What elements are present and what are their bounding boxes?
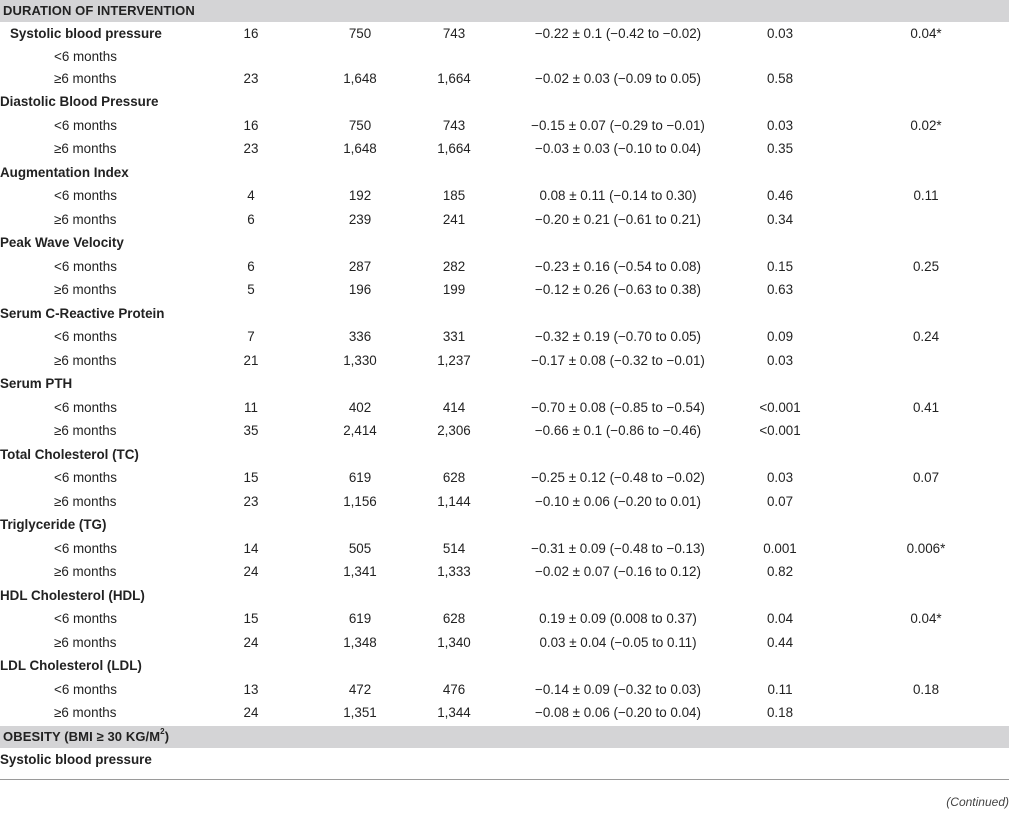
studies-count: 6 [247,211,255,227]
table-row [0,466,1009,490]
subgroup-label: ≥6 months [54,141,117,157]
effect-size: −0.25 ± 0.12 (−0.48 to −0.02) [531,470,705,486]
p-difference: 0.02* [910,117,942,133]
p-value: 0.09 [766,329,794,345]
subgroup-label: ≥6 months [54,705,117,721]
p-value: 0.34 [766,211,794,227]
p-value: 0.82 [766,564,794,580]
effect-size: −0.14 ± 0.09 (−0.32 to 0.03) [535,681,701,697]
outcome-label: Total Cholesterol (TC) [0,446,139,462]
effect-size: 0.03 ± 0.04 (−0.05 to 0.11) [539,634,697,650]
table-row [0,419,1009,443]
p-value: <0.001 [759,399,801,415]
outcome-label: Systolic blood pressure [0,751,152,767]
studies-count: 13 [243,681,259,697]
outcome-row-systolic [0,22,1009,46]
outcome-label: Systolic blood pressure [10,26,162,42]
effect-size: −0.23 ± 0.16 (−0.54 to 0.08) [535,258,701,274]
outcome-header-row [0,90,1009,114]
outcome-label: HDL Cholesterol (HDL) [0,587,145,603]
obesity-title: OBESITY (BMI ≥ 30 KG/M [3,728,161,744]
effect-size: −0.02 ± 0.07 (−0.16 to 0.12) [535,564,701,580]
table-row [0,607,1009,631]
table-row [0,537,1009,561]
outcome-header-row [0,654,1009,678]
p-value: 0.35 [766,141,794,157]
subgroup-label: ≥6 months [54,634,117,650]
subgroup-label: ≥6 months [54,211,117,227]
table-row [0,325,1009,349]
p-value: 0.58 [766,70,794,86]
intervention-count: 1,648 [343,141,377,157]
outcome-header-row [0,372,1009,396]
subgroup-label: ≥6 months [54,564,117,580]
control-count: 199 [442,282,466,298]
p-value: 0.04 [766,611,794,627]
effect-size: −0.31 ± 0.09 (−0.48 to −0.13) [531,540,705,556]
section-title [3,726,170,744]
intervention-count: 619 [348,611,372,627]
control-count: 241 [442,211,466,227]
intervention-count: 192 [348,188,372,204]
p-difference: 0.18 [912,681,940,697]
outcome-label: Serum PTH [0,376,73,392]
subgroup-label: <6 months [54,540,117,556]
subgroup-label: <6 months [54,117,117,133]
obesity-title-superscript: 2 [160,726,165,736]
studies-count: 24 [243,705,259,721]
table-row [0,490,1009,514]
subgroup-label: <6 months [54,681,117,697]
intervention-count: 196 [348,282,372,298]
p-value: 0.03 [766,117,794,133]
obesity-title-end: ) [164,728,170,744]
studies-count: 6 [247,258,255,274]
p-value: 0.001 [763,540,797,556]
p-value: 0.46 [766,188,794,204]
subgroup-label: <6 months [54,188,117,204]
control-count: 185 [442,188,466,204]
intervention-count: 505 [348,540,372,556]
intervention-count: 1,341 [343,564,377,580]
control-count: 282 [442,258,466,274]
intervention-count: 287 [348,258,372,274]
subgroup-label: <6 months [54,399,117,415]
studies-count: 4 [247,188,255,204]
outcome-header-row [0,161,1009,185]
p-difference: 0.07 [912,470,940,486]
p-value: 0.11 [767,681,793,697]
effect-size: −0.10 ± 0.06 (−0.20 to 0.01) [535,493,701,509]
subgroup-label: <6 months [54,48,117,64]
intervention-count: 402 [348,399,372,415]
studies-count: 16 [243,117,259,133]
effect-size: −0.20 ± 0.21 (−0.61 to 0.21) [535,211,701,227]
subgroup-label: <6 months [54,611,117,627]
control-count: 1,144 [437,493,471,509]
control-count: 628 [442,470,466,486]
table-row [0,184,1009,208]
control-count: 628 [442,611,466,627]
table-row [0,278,1009,302]
p-value: 0.03 [766,26,794,42]
p-value: 0.63 [766,282,794,298]
effect-size: −0.32 ± 0.19 (−0.70 to 0.05) [535,329,701,345]
effect-size: 0.08 ± 0.11 (−0.14 to 0.30) [539,188,697,204]
p-difference: 0.41 [912,399,940,415]
p-difference: 0.04* [910,26,942,42]
p-difference: 0.25 [912,258,940,274]
p-value: 0.15 [766,258,794,274]
effect-size: −0.03 ± 0.03 (−0.10 to 0.04) [535,141,701,157]
continued-note: (Continued) [946,795,1009,809]
outcome-label: Triglyceride (TG) [0,517,107,533]
control-count: 1,237 [437,352,471,368]
control-count: 514 [442,540,466,556]
intervention-count: 1,351 [343,705,377,721]
studies-count: 15 [243,611,259,627]
effect-size: −0.66 ± 0.1 (−0.86 to −0.46) [534,423,702,439]
table-row [0,349,1009,373]
outcome-label: Diastolic Blood Pressure [0,94,159,110]
section-header [0,0,1009,22]
outcome-label: Peak Wave Velocity [0,235,124,251]
intervention-count: 1,348 [343,634,377,650]
control-count: 2,306 [437,423,471,439]
effect-size: −0.08 ± 0.06 (−0.20 to 0.04) [535,705,701,721]
p-difference: 0.04* [910,611,942,627]
table-row [0,396,1009,420]
table-row [0,114,1009,138]
studies-count: 14 [243,540,259,556]
control-count: 1,664 [437,141,471,157]
studies-count: 11 [244,399,258,415]
outcome-label: LDL Cholesterol (LDL) [0,658,142,674]
table-row [0,67,1009,91]
studies-count: 24 [243,634,259,650]
intervention-count: 1,156 [343,493,377,509]
outcome-header-row [0,302,1009,326]
intervention-count: 1,648 [343,70,377,86]
studies-count: 7 [247,329,255,345]
section-header-obesity [0,726,1009,748]
subgroup-label: ≥6 months [54,493,117,509]
outcome-row [0,748,1009,772]
studies-count: 21 [243,352,259,368]
table-row [0,255,1009,279]
control-count: 476 [442,681,466,697]
control-count: 1,664 [437,70,471,86]
studies-count: 23 [243,493,259,509]
subgroup-label: ≥6 months [54,282,117,298]
intervention-count: 619 [348,470,372,486]
p-value: <0.001 [759,423,801,439]
table-row [0,631,1009,655]
studies-count: 15 [243,470,259,486]
studies-count: 23 [243,141,259,157]
p-value: 0.03 [766,352,794,368]
subgroup-label: <6 months [54,258,117,274]
effect-size: −0.02 ± 0.03 (−0.09 to 0.05) [535,70,701,86]
studies-count: 23 [243,70,259,86]
outcome-header-row [0,443,1009,467]
p-difference: 0.11 [913,188,939,204]
table-row [0,701,1009,725]
outcomes-container [0,90,1009,725]
intervention-count: 2,414 [343,423,377,439]
subgroup-label: ≥6 months [54,423,117,439]
control-count: 1,344 [437,705,471,721]
outcome-label: Serum C-Reactive Protein [0,305,165,321]
effect-size: −0.17 ± 0.08 (−0.32 to −0.01) [531,352,705,368]
intervention-count: 472 [348,681,372,697]
control-count: 414 [442,399,466,415]
subgroup-label: ≥6 months [54,352,117,368]
outcome-header-row [0,513,1009,537]
table-row [0,208,1009,232]
subgroup-label: ≥6 months [54,70,117,86]
p-value: 0.07 [766,493,794,509]
studies-count: 24 [243,564,259,580]
table-row [0,678,1009,702]
table-row [0,137,1009,161]
control-count: 743 [442,117,466,133]
table-row [0,560,1009,584]
outcome-label: Augmentation Index [0,164,129,180]
subgroup-label: <6 months [54,470,117,486]
effect-size: −0.22 ± 0.1 (−0.42 to −0.02) [534,26,702,42]
section-title: DURATION OF INTERVENTION [3,3,195,18]
control-count: 1,340 [437,634,471,650]
effect-size: 0.19 ± 0.09 (0.008 to 0.37) [539,611,697,627]
intervention-count: 1,330 [343,352,377,368]
effect-size: −0.12 ± 0.26 (−0.63 to 0.38) [535,282,701,298]
subgroup-label: <6 months [54,329,117,345]
effect-size: −0.15 ± 0.07 (−0.29 to −0.01) [531,117,705,133]
p-difference: 0.24 [912,329,940,345]
studies-count: 35 [243,423,259,439]
p-value: 0.18 [766,705,794,721]
studies-count: 16 [243,26,259,42]
intervention-count: 750 [348,26,372,42]
outcome-header-row [0,231,1009,255]
intervention-count: 239 [348,211,372,227]
outcome-header-row [0,584,1009,608]
p-value: 0.03 [766,470,794,486]
control-count: 743 [442,26,466,42]
studies-count: 5 [247,282,255,298]
control-count: 331 [442,329,466,345]
effect-size: −0.70 ± 0.08 (−0.85 to −0.54) [531,399,705,415]
intervention-count: 336 [348,329,372,345]
subgroup-label-row [0,46,1009,67]
table-bottom-rule [0,779,1009,780]
intervention-count: 750 [348,117,372,133]
control-count: 1,333 [437,564,471,580]
p-value: 0.44 [766,634,794,650]
p-difference: 0.006* [906,540,946,556]
